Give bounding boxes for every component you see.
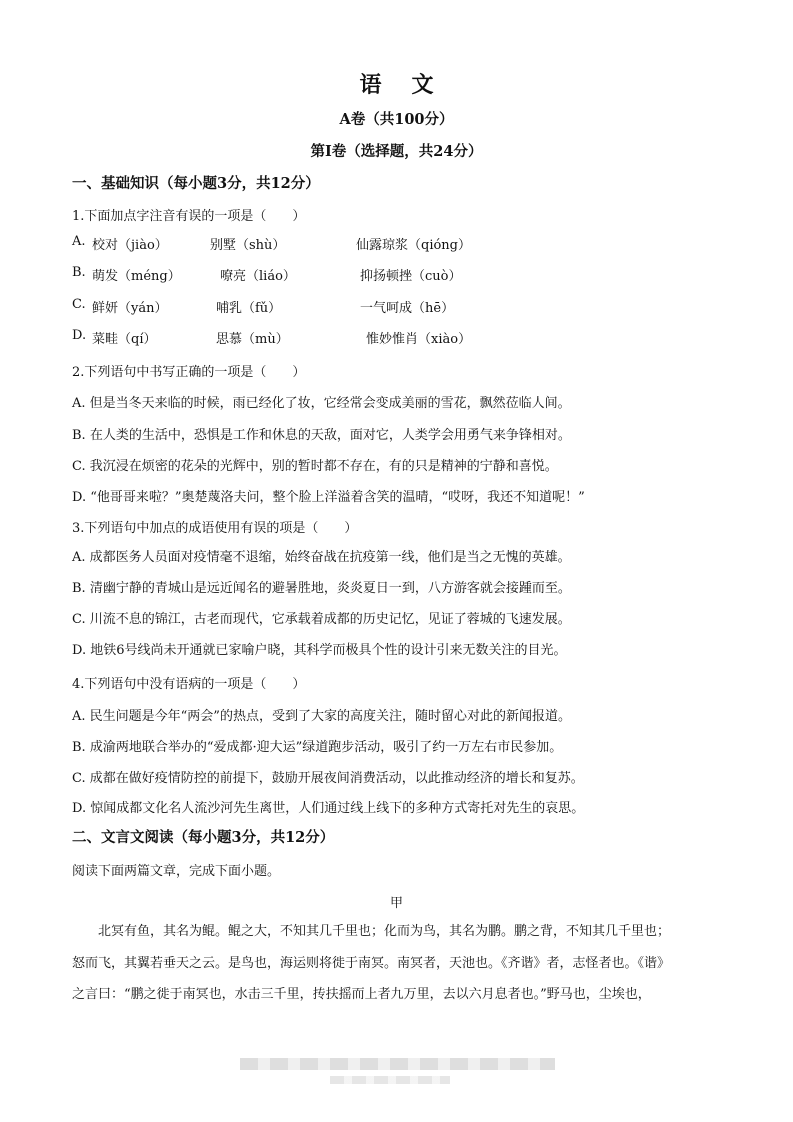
- q4-option-c: C. 成都在做好疫情防控的前提下，鼓励开展夜间消费活动，以此推动经济的增长和复苏。: [72, 771, 584, 786]
- q2-option-d: D. “他哥哥来啦？”奥楚蔑洛夫问，整个脸上洋溢着含笑的温晴，“哎呀，我还不知道呢！”: [72, 490, 585, 505]
- passage-label: 甲: [389, 896, 403, 911]
- option-item: 校对（jiào）: [92, 238, 168, 253]
- passage-line-3: 之言曰：“鹏之徙于南冥也，水击三千里，抟扶摇而上者九万里，去以六月息者也。”野马也，尘埃也，: [72, 987, 651, 1002]
- q4-option-b: B. 成渝两地联合举办的“爱成都·迎大运”绿道跑步活动，吸引了约一万左右市民参加。: [72, 740, 563, 755]
- option-item: 抑扬顿挫（cuò）: [360, 269, 462, 284]
- q4-option-a: A. 民生问题是今年“两会”的热点，受到了大家的高度关注，随时留心对此的新闻报道。: [72, 709, 571, 724]
- blurred-watermark-line: [330, 1076, 450, 1084]
- question-3-stem: 3.下列语句中加点的成语使用有误的项是（ ）: [72, 521, 358, 536]
- option-item: 嘹亮（liáo）: [220, 269, 296, 284]
- page-title: 语文: [359, 72, 464, 98]
- q3-option-a: A. 成都医务人员面对疫情毫不退缩，始终奋战在抗疫第一线，他们是当之无愧的英雄。: [72, 550, 571, 565]
- question-1-stem: 1.下面加点字注音有误的一项是（ ）: [72, 209, 306, 224]
- question-4-stem: 4.下列语句中没有语病的一项是（ ）: [72, 677, 306, 692]
- option-letter: C.: [72, 297, 86, 312]
- q4-option-d: D. 惊闻成都文化名人流沙河先生离世，人们通过线上线下的多种方式寄托对先生的哀思。: [72, 801, 585, 816]
- passage-line-2: 怒而飞，其翼若垂天之云。是鸟也，海运则将徙于南冥。南冥者，天池也。《齐谐》者，志怪者也。《谐》: [72, 956, 671, 971]
- option-item: 菜畦（qí）: [92, 332, 157, 347]
- q3-option-c: C. 川流不息的锦江，古老而现代，它承载着成都的历史记忆，见证了蓉城的飞速发展。: [72, 612, 571, 627]
- option-item: 哺乳（fǔ）: [216, 301, 282, 316]
- option-item: 鲜妍（yán）: [92, 301, 168, 316]
- section-heading-classical: 二、文言文阅读（每小题3分，共12分）: [72, 829, 335, 846]
- option-item: 萌发（méng）: [92, 269, 181, 284]
- option-item: 别墅（shù）: [210, 238, 286, 253]
- option-item: 仙露琼浆（qióng）: [356, 238, 472, 253]
- option-item: 思慕（mù）: [216, 332, 289, 347]
- part-subtitle: 第Ⅰ卷（选择题，共24分）: [310, 143, 483, 160]
- option-item: 一气呵成（hē）: [360, 301, 455, 316]
- q2-option-c: C. 我沉浸在烦密的花朵的光辉中，别的暂时都不存在，有的只是精神的宁静和喜悦。: [72, 459, 558, 474]
- blurred-watermark: [240, 1058, 555, 1070]
- option-letter: A.: [72, 234, 86, 249]
- option-letter: B.: [72, 265, 86, 280]
- q3-option-b: B. 清幽宁静的青城山是远近闻名的避暑胜地，炎炎夏日一到，八方游客就会接踵而至。: [72, 581, 571, 596]
- paper-subtitle: A卷（共100分）: [339, 111, 454, 128]
- section-heading-basic: 一、基础知识（每小题3分，共12分）: [72, 175, 320, 192]
- q3-option-d: D. 地铁6号线尚未开通就已家喻户晓，其科学而极具个性的设计引来无数关注的目光。: [72, 643, 567, 658]
- q2-option-a: A. 但是当冬天来临的时候，雨已经化了妆，它经常会变成美丽的雪花，飘然莅临人间。: [72, 396, 571, 411]
- option-item: 惟妙惟肖（xiào）: [366, 332, 472, 347]
- option-letter: D.: [72, 328, 87, 343]
- reading-instruction: 阅读下面两篇文章，完成下面小题。: [72, 864, 281, 879]
- q2-option-b: B. 在人类的生活中，恐惧是工作和休息的天敌，面对它，人类学会用勇气来争锋相对。: [72, 428, 571, 443]
- passage-line-1: 北冥有鱼，其名为鲲。鲲之大，不知其几千里也；化而为鸟，其名为鹏。鹏之背，不知其几千里也；: [98, 924, 671, 939]
- question-2-stem: 2.下列语句中书写正确的一项是（ ）: [72, 365, 306, 380]
